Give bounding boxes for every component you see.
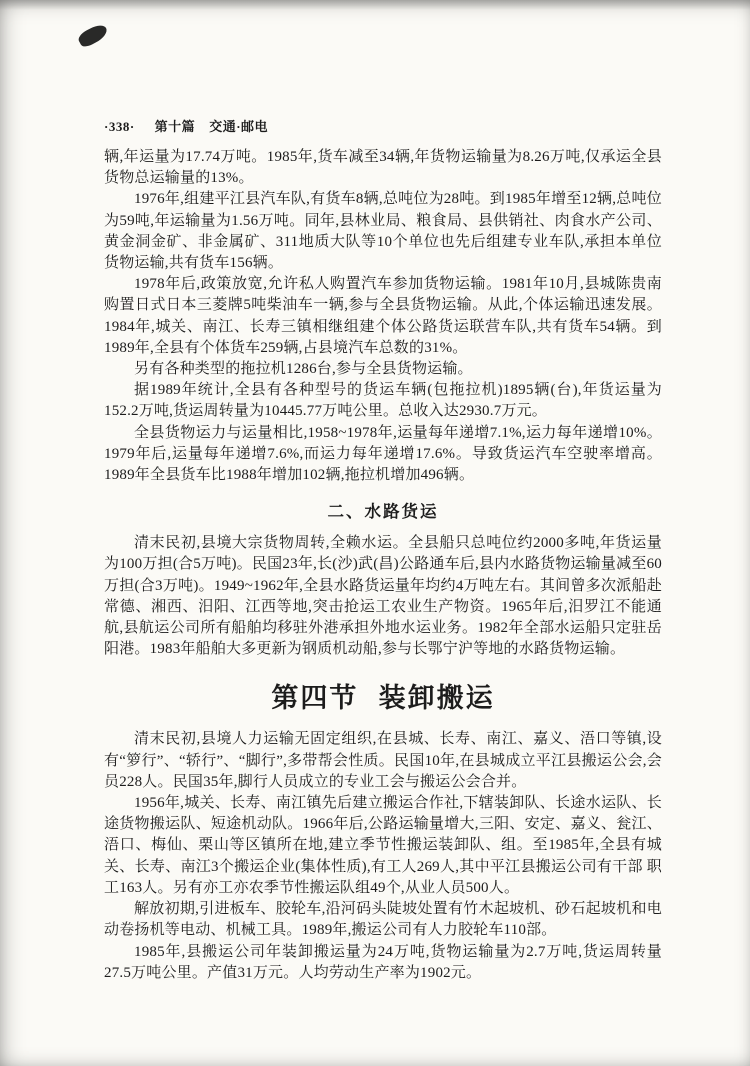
paragraph: 辆,年运量为17.74万吨。1985年,货车减至34辆,年货物运输量为8.26万吨,仅承运全县货物总运输量的13%。 — [104, 149, 662, 187]
paragraph: 1976年,组建平江县汽车队,有货车8辆,总吨位为28吨。到1985年增至12辆,总吨位为59吨,年运输量为1.56万吨。同年,县林业局、粮食局、县供销社、肉食水产公司、黄金洞金矿、非金属矿、311地质大队等10个单位也先后组建专业车队,承担本单位货物运输,共有货车156辆。 — [104, 191, 662, 272]
page-number: ·338· — [104, 119, 135, 134]
paragraph: 全县货物运力与运量相比,1958~1978年,运量每年递增7.1%,运力每年递增10%。1979年后,运量每年递增7.6%,而运力每年递增17.6%。导致货运汽车空驶率增高。1989年全县货车比1988年增加102辆,拖拉机增加496辆。 — [104, 424, 662, 484]
paragraph: 据1989年统计,全县有各种型号的货运车辆(包拖拉机)1895辆(台),年货运量为152.2万吨,货运周转量为10445.77万吨公里。总收入达2930.7万元。 — [104, 382, 662, 420]
page-body — [104, 147, 662, 984]
paragraph: 另有各种类型的拖拉机1286台,参与全县货物运输。 — [134, 361, 473, 378]
subsection-heading-water-freight: 二、水路货运 — [327, 502, 439, 522]
section-title: 装卸搬运 — [378, 683, 495, 714]
paragraph: 解放初期,引进板车、胶轮车,沿河码头陡坡处置有竹木起坡机、砂石起坡机和电动卷扬机等电动、机械工具。1989年,搬运公司有人力胶轮车110部。 — [104, 901, 662, 939]
section-number: 第四节 — [271, 683, 359, 714]
paragraph: 1978年后,政策放宽,允许私人购置汽车参加货物运输。1981年10月,县城陈贵南购置日式日本三菱牌5吨柴油车一辆,参与全县货物运输。从此,个体运输迅速发展。1984年,城关、南江、长寿三镇相继组建个体公路货运联营车队,共有货车54辆。到1989年,全县有个体货车259辆,占县境汽车总数的31%。 — [104, 276, 662, 356]
paragraph: 1985年,县搬运公司年装卸搬运量为24万吨,货物运输量为2.7万吨,货运周转量27.5万吨公里。产值31万元。人均劳动生产率为1902元。 — [104, 943, 662, 981]
paragraph: 1956年,城关、长寿、南江镇先后建立搬运合作社,下辖装卸队、长途水运队、长途货物搬运队、短途机动队。1966年后,公路运输量增大,三阳、安定、嘉义、瓮江、浯口、梅仙、栗山等区镇所在地,建立季节性搬运装卸队、组。至1985年,全县有城关、长寿、南江3个搬运企业(集体性质),有工人269人,其中平江县搬运公司有干部 职工163人。另有亦工亦农季节性搬运队组49个,从业人员500人。 — [104, 795, 662, 896]
part-label: 第十篇 — [154, 119, 196, 134]
paragraph: 清末民初,县境大宗货物周转,全赖水运。全县船只总吨位约2000多吨,年货运量为100万担(合5万吨)。民国23年,长(沙)武(昌)公路通车后,县内水路货物运输量减至60万担(合3万吨)。1949~1962年,全县水路货运量年均约4万吨左右。其间曾多次派船赴常德、湘西、汨阳、江西等地,突击抢运工农业生产物资。1965年后,汨罗江不能通航,县航运公司所有船舶均移驻外港承担外地水运业务。1982年全部水运船只定驻岳阳港。1983年船舶大多更新为钢质机动船,参与长鄂宁沪等地的水路货物运输。 — [104, 535, 662, 658]
section-heading — [104, 676, 662, 715]
running-header — [104, 116, 268, 135]
part-title: 交通·邮电 — [209, 119, 269, 134]
paragraph: 清末民初,县境人力运输无固定组织,在县城、长寿、南江、嘉义、浯口等镇,设有“箩行”、“轿行”、“脚行”,多带帮会性质。民国10年,在县城成立平江县搬运公会,会员228人。民国35年,脚行人员成立的专业工会与搬运公会合并。 — [104, 731, 662, 790]
scan-artifact-mark — [76, 22, 110, 49]
